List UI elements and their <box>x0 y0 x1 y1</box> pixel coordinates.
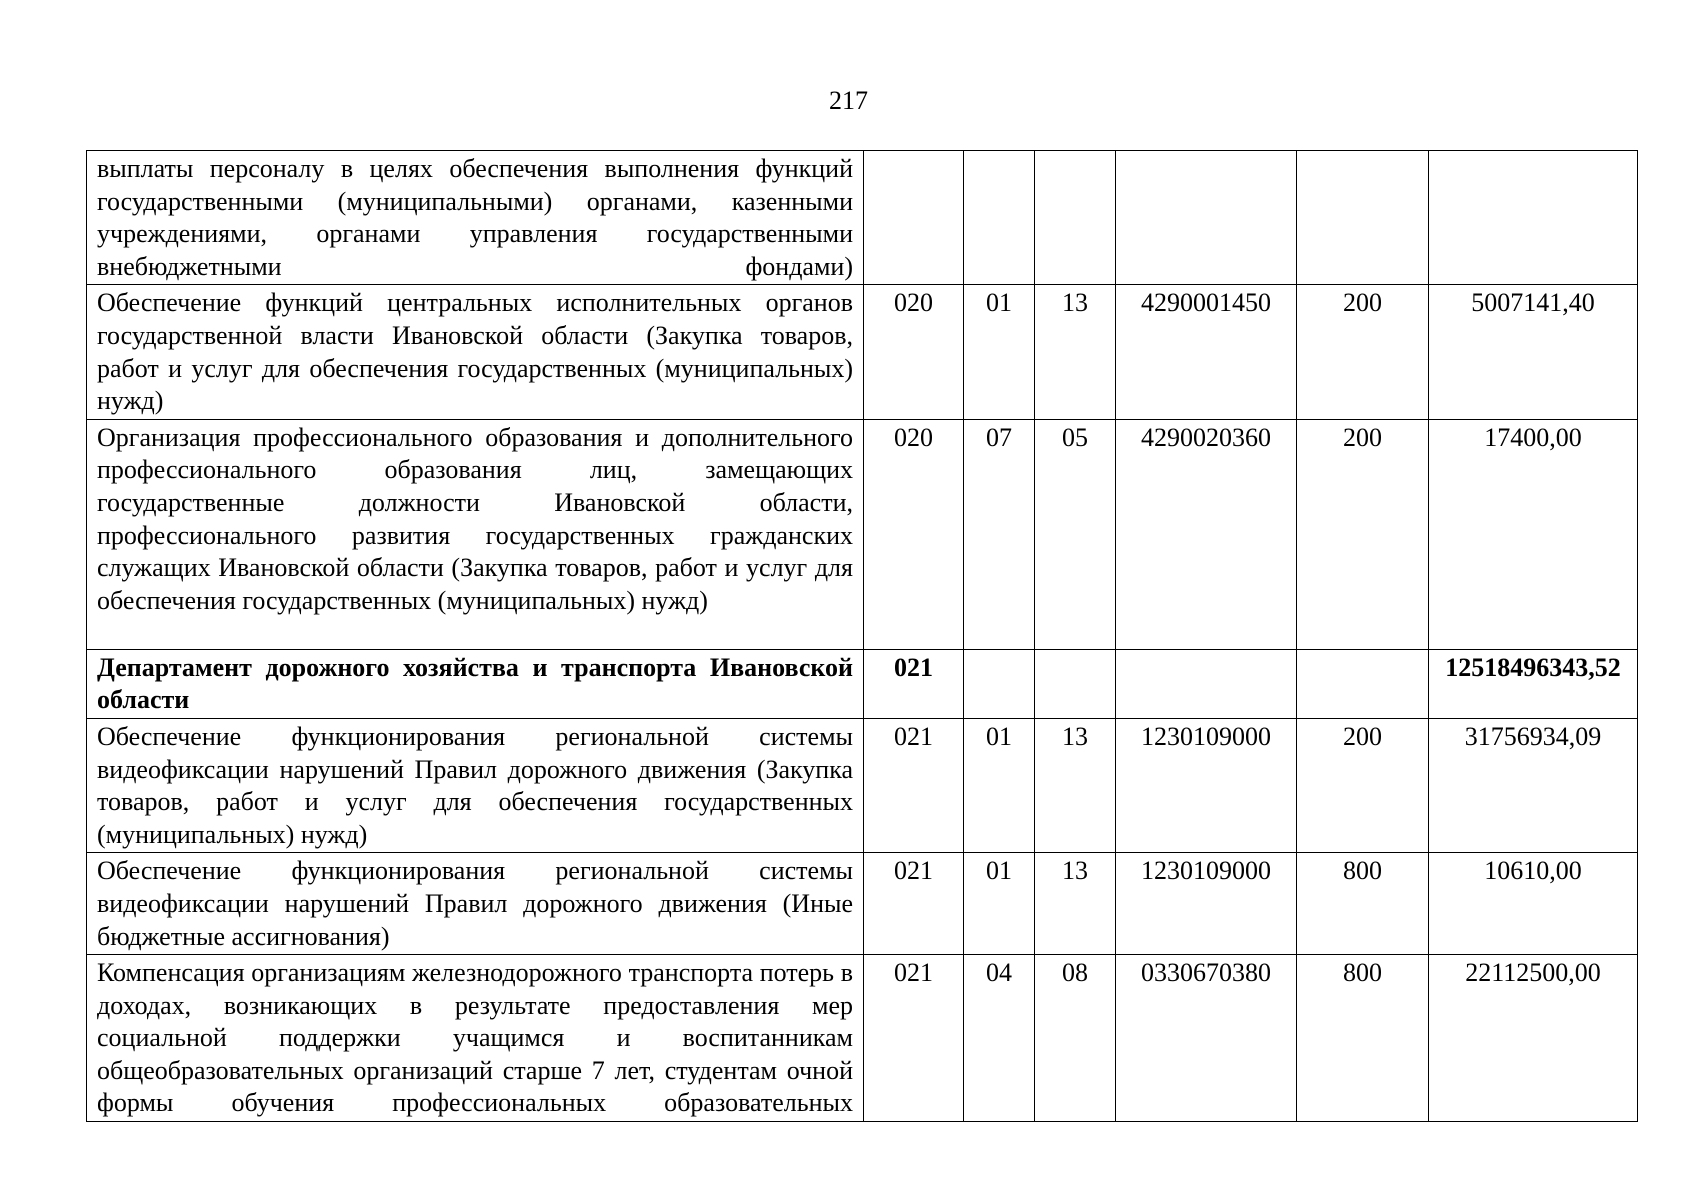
table-row <box>87 285 1638 419</box>
row-target-article-code <box>1116 151 1297 285</box>
row-expense-type-code: 200 <box>1297 285 1429 419</box>
row-amount: 22112500,00 <box>1429 955 1638 1122</box>
page-number: 217 <box>829 86 868 115</box>
row-subsection-code: 13 <box>1035 718 1116 852</box>
row-glav-code <box>864 151 964 285</box>
row-amount: 31756934,09 <box>1429 718 1638 852</box>
row-expense-type-code <box>1297 649 1429 718</box>
row-target-article-code: 1230109000 <box>1116 853 1297 955</box>
table-row <box>87 649 1638 718</box>
row-target-article-code <box>1116 649 1297 718</box>
row-glav-code: 020 <box>864 285 964 419</box>
row-subsection-code: 08 <box>1035 955 1116 1122</box>
table-row <box>87 853 1638 955</box>
row-subsection-code: 05 <box>1035 419 1116 649</box>
row-expense-type-code: 200 <box>1297 419 1429 649</box>
row-glav-code: 021 <box>864 853 964 955</box>
row-amount: 17400,00 <box>1429 419 1638 649</box>
row-amount: 5007141,40 <box>1429 285 1638 419</box>
row-expense-type-code: 800 <box>1297 955 1429 1122</box>
row-subsection-code: 13 <box>1035 285 1116 419</box>
table-row <box>87 718 1638 852</box>
table-row <box>87 151 1638 285</box>
row-subsection-code: 13 <box>1035 853 1116 955</box>
table-row <box>87 955 1638 1122</box>
row-section-code: 01 <box>964 718 1035 852</box>
row-glav-code: 021 <box>864 955 964 1122</box>
row-description: выплаты персоналу в целях обеспечения выполнения функций государственными (муниципальными) органами, казенными учреждениями, органами управления государственными внебюджетными фондами) <box>87 151 864 285</box>
row-section-code <box>964 649 1035 718</box>
row-description: Обеспечение функционирования региональной системы видеофиксации нарушений Правил дорожного движения (Закупка товаров, работ и услуг для обеспечения государственных (муниципальных) нужд) <box>87 718 864 852</box>
row-glav-code: 021 <box>864 649 964 718</box>
row-section-code: 04 <box>964 955 1035 1122</box>
row-subsection-code <box>1035 151 1116 285</box>
row-section-code <box>964 151 1035 285</box>
row-subsection-code <box>1035 649 1116 718</box>
row-section-code: 07 <box>964 419 1035 649</box>
budget-table <box>86 150 1638 1122</box>
row-glav-code: 020 <box>864 419 964 649</box>
row-description: Компенсация организациям железнодорожного транспорта потерь в доходах, возникающих в результате предоставления мер социальной поддержки учащимся и воспитанникам общеобразовательных организаций старше 7 лет, студентам очной формы обучения профессиональных образовательных <box>87 955 864 1122</box>
row-target-article-code: 4290020360 <box>1116 419 1297 649</box>
row-section-code: 01 <box>964 853 1035 955</box>
row-amount <box>1429 151 1638 285</box>
row-expense-type-code: 800 <box>1297 853 1429 955</box>
row-expense-type-code: 200 <box>1297 718 1429 852</box>
table-row <box>87 419 1638 649</box>
row-expense-type-code <box>1297 151 1429 285</box>
row-section-code: 01 <box>964 285 1035 419</box>
row-target-article-code: 0330670380 <box>1116 955 1297 1122</box>
row-description: Организация профессионального образования и дополнительного профессионального образования лиц, замещающих государственные должности Ивановской области, профессионального развития государственных гражданских служащих Ивановской области (Закупка товаров, работ и услуг для обеспечения государственных (муниципальных) нужд) <box>87 419 864 649</box>
row-amount: 10610,00 <box>1429 853 1638 955</box>
row-description: Обеспечение функций центральных исполнительных органов государственной власти Ивановской области (Закупка товаров, работ и услуг для обеспечения государственных (муниципальных) нужд) <box>87 285 864 419</box>
row-description: Обеспечение функционирования региональной системы видеофиксации нарушений Правил дорожного движения (Иные бюджетные ассигнования) <box>87 853 864 955</box>
row-description: Департамент дорожного хозяйства и транспорта Ивановской области <box>87 649 864 718</box>
row-target-article-code: 1230109000 <box>1116 718 1297 852</box>
row-glav-code: 021 <box>864 718 964 852</box>
row-amount: 12518496343,52 <box>1429 649 1638 718</box>
row-target-article-code: 4290001450 <box>1116 285 1297 419</box>
